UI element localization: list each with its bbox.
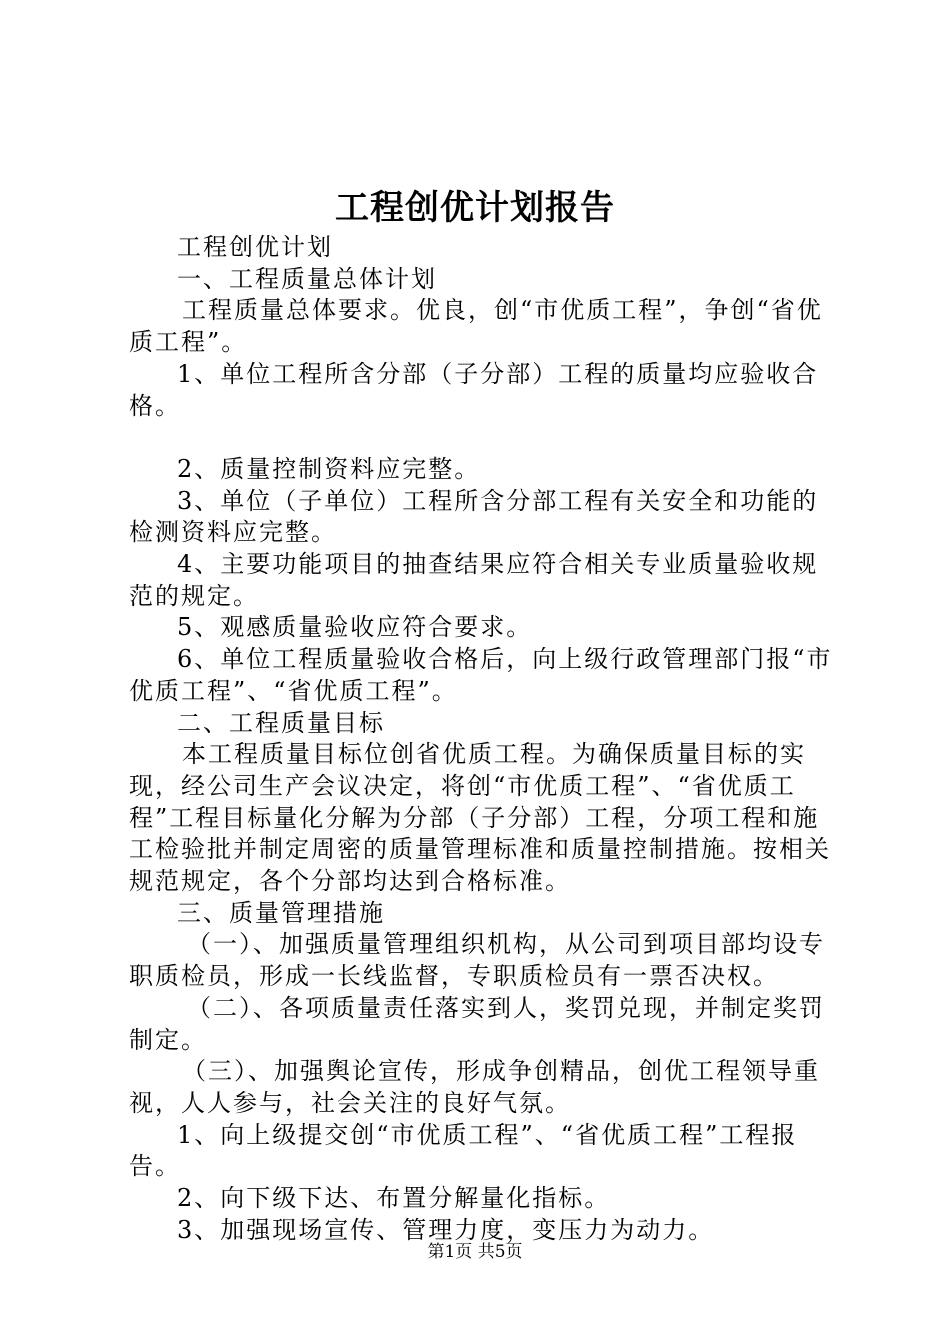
document-body <box>129 232 841 1246</box>
page-footer: 第1页 共5页 <box>427 1242 523 1262</box>
section-heading-2: 二、工程质量目标 <box>177 708 385 737</box>
list-item: 1、向上级提交创“市优质工程”、“省优质工程”工程报告。 <box>129 1120 798 1181</box>
list-item: 6、单位工程质量验收合格后，向上级行政管理部门报“市优质工程”、“省优质工程”。 <box>129 645 833 705</box>
section-heading-1: 一、工程质量总体计划 <box>177 264 437 293</box>
section-heading-3: 三、质量管理措施 <box>177 898 385 927</box>
list-item: 2、向下级下达、布置分解量化指标。 <box>177 1184 611 1213</box>
paragraph: （一）、加强质量管理组织机构，从公司到项目部均设专职质检员，形成一长线监督，专职质检员有一票否决权。 <box>129 930 825 991</box>
paragraph-heading: 工程创优计划 <box>177 233 333 261</box>
document-title: 工程创优计划报告 <box>335 188 615 228</box>
paragraph: 本工程质量目标位创省优质工程。为确保质量目标的实现，经公司生产会议决定，将创“市优质工程”、“省优质工程”工程目标量化分解为分部（子分部）工程，分项工程和施工检验批并制定周密的质量管理标准和质量控制措施。按相关规范规定，各个分部均达到合格标准。 <box>129 740 831 896</box>
blank-line <box>129 422 841 454</box>
paragraph: （三）、加强舆论宣传，形成争创精品，创优工程领导重视，人人参与，社会关注的良好气氛。 <box>129 1057 820 1117</box>
list-item: 4、主要功能项目的抽查结果应符合相关专业质量验收规范的规定。 <box>129 550 819 610</box>
paragraph: 工程质量总体要求。优良，创“市优质工程”，争创“省优质工程”。 <box>129 296 823 357</box>
paragraph: （二）、各项质量责任落实到人，奖罚兑现，并制定奖罚制定。 <box>129 993 825 1054</box>
list-item: 3、加强现场宣传、管理力度，变压力为动力。 <box>177 1215 715 1244</box>
list-item: 5、观感质量验收应符合要求。 <box>177 613 533 642</box>
list-item: 3、单位（子单位）工程所含分部工程有关安全和功能的检测资料应完整。 <box>129 486 819 547</box>
list-item: 1、单位工程所含分部（子分部）工程的质量均应验收合格。 <box>129 359 819 420</box>
list-item: 2、质量控制资料应完整。 <box>177 454 481 483</box>
